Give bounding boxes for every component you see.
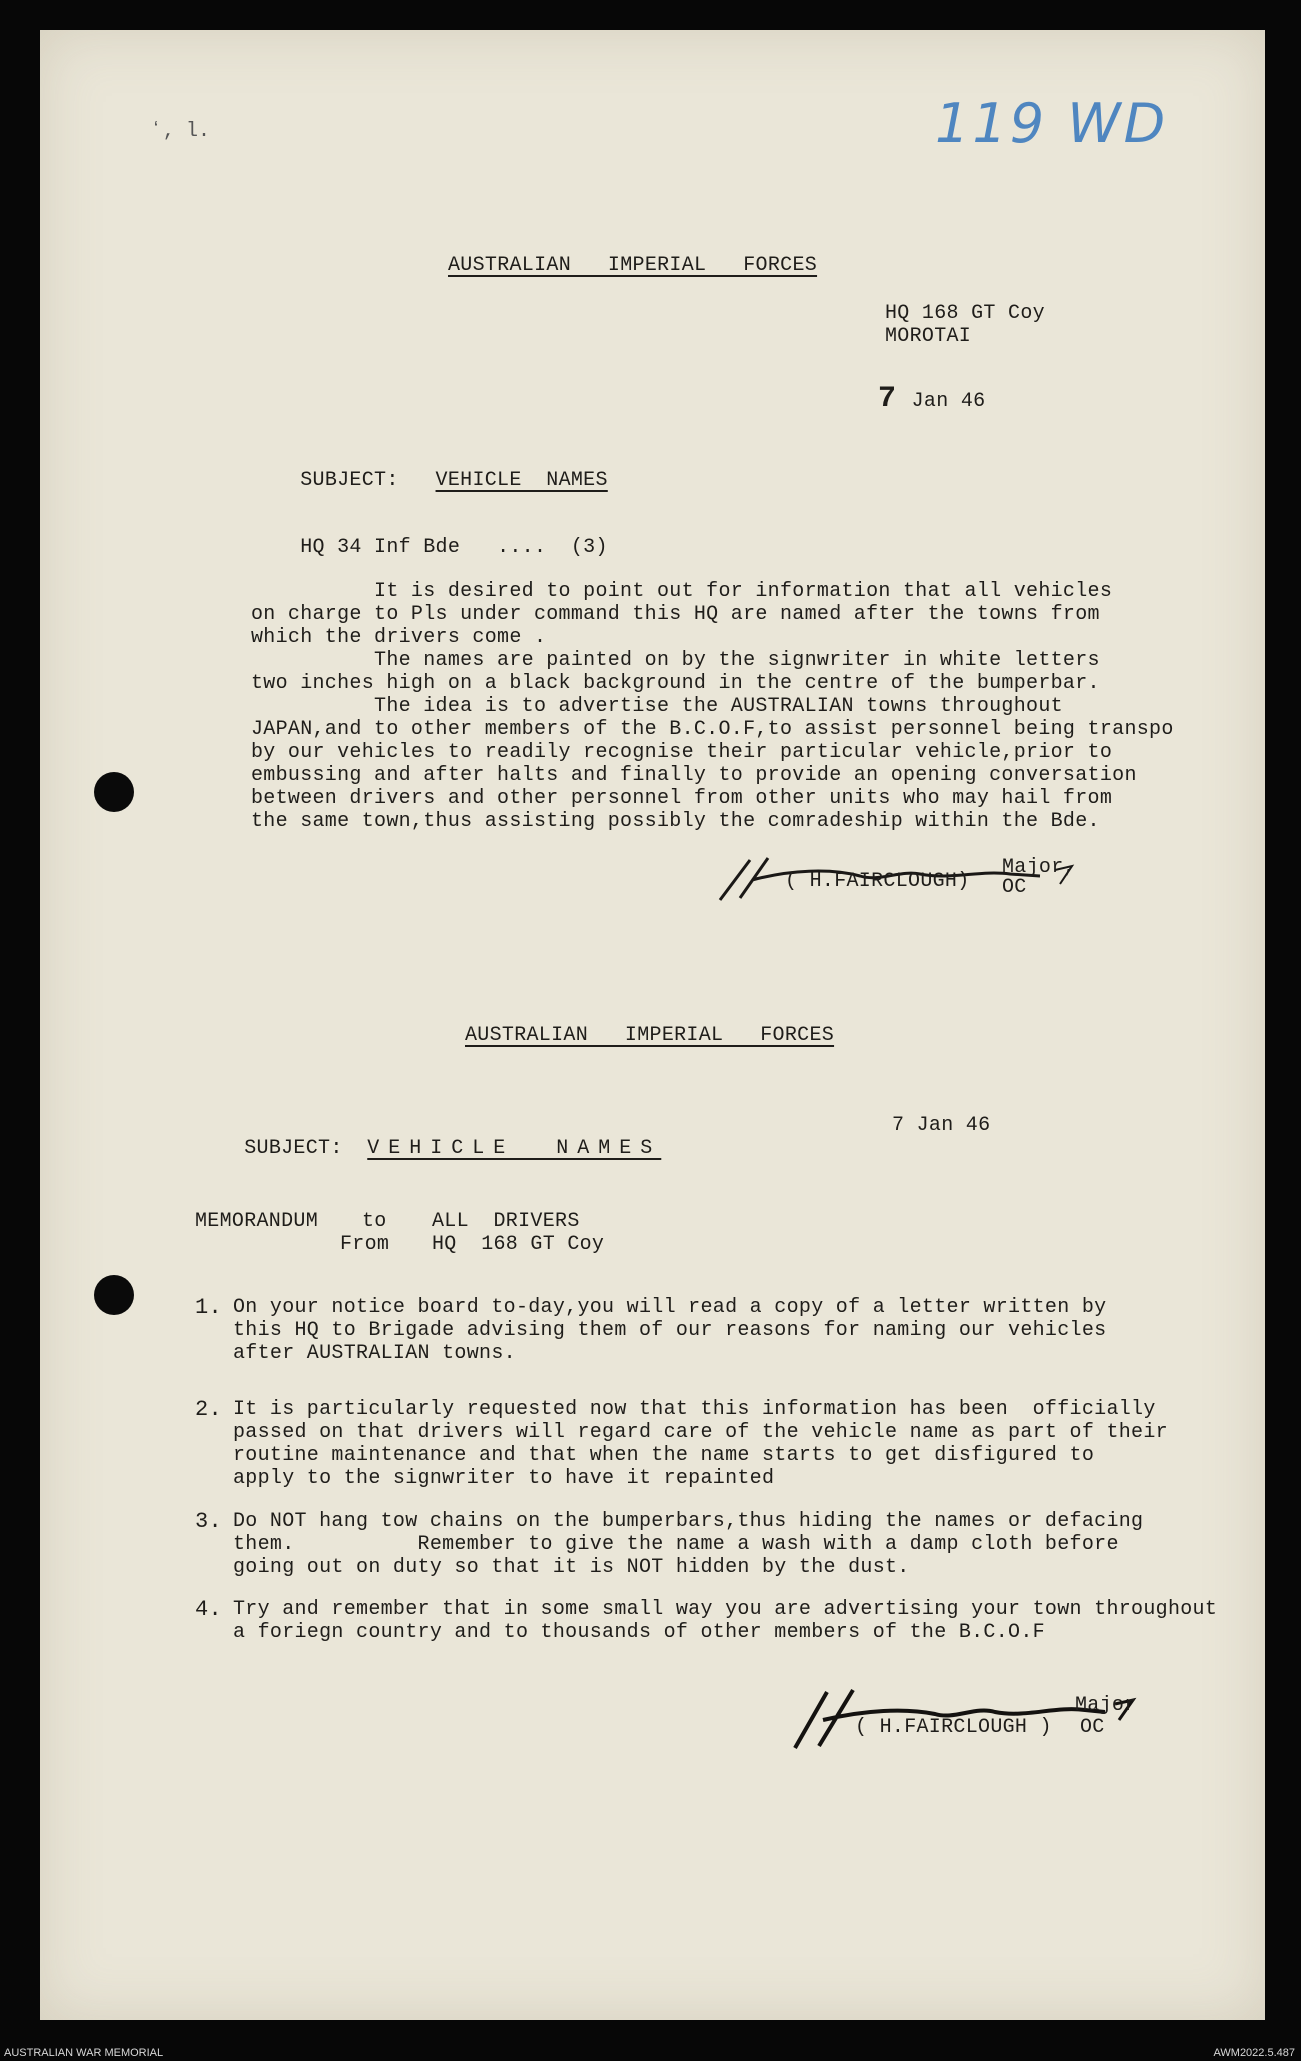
letter-date-rest: Jan 46: [911, 390, 986, 413]
letter-body-line: two inches high on a black background in the centre of the bumperbar.: [251, 672, 1100, 695]
letter-body-line: by our vehicles to readily recognise their particular vehicle,prior to: [251, 741, 1113, 764]
memo-item-line: It is particularly requested now that this information has been officially: [233, 1398, 1156, 1421]
letter-signatory-title: OC: [1002, 876, 1027, 899]
punch-hole-top: [94, 772, 134, 812]
memo-signatory-name: ( H.FAIRCLOUGH ): [855, 1716, 1052, 1739]
memo-signatory-rank: Major: [1075, 1694, 1137, 1717]
memo-to-value: ALL DRIVERS: [432, 1210, 580, 1233]
memo-from-word: From: [340, 1233, 390, 1256]
memo-item-line: after AUSTRALIAN towns.: [233, 1342, 516, 1365]
letter-subject-value: VEHICLE NAMES: [435, 469, 608, 492]
memo-from-value: HQ 168 GT Coy: [432, 1233, 605, 1256]
memo-subject: [195, 1114, 661, 1183]
letter-signatory-rank: Major,: [1002, 856, 1076, 879]
memo-item-number: 3.: [195, 1509, 223, 1534]
memo-item-number: 1.: [195, 1295, 223, 1320]
letter-addressee-unit: HQ 34 Inf Bde: [300, 536, 461, 559]
memo-item-line: passed on that drivers will regard care of the vehicle name as part of their: [233, 1421, 1168, 1444]
letter-body-line: the same town,thus assisting possibly the comradeship within the Bde.: [251, 810, 1100, 833]
memo-item-line: apply to the signwriter to have it repainted: [233, 1467, 775, 1490]
pencil-mark: ʻ‚ l.: [150, 120, 211, 143]
memo-item-line: On your notice board to-day,you will read a copy of a letter written by: [233, 1296, 1107, 1319]
memo-date: 7 Jan 46: [892, 1114, 991, 1137]
letter-heading: AUSTRALIAN IMPERIAL FORCES: [448, 254, 818, 277]
letter-body-line: embussing and after halts and finally to provide an opening conversation: [251, 764, 1137, 787]
letter-subject-label: SUBJECT:: [300, 469, 399, 492]
letter-body-line: JAPAN,and to other members of the B.C.O.F,to assist personnel being transpo: [251, 718, 1174, 741]
letter-body-line: The names are painted on by the signwriter in white letters: [251, 649, 1100, 672]
letter-body: [251, 580, 1174, 833]
letter-body-line: which the drivers come .: [251, 626, 547, 649]
letter-body-line: The idea is to advertise the AUSTRALIAN towns throughout: [251, 695, 1063, 718]
memo-subject-label: SUBJECT:: [244, 1137, 343, 1160]
letter-date-day: 7: [878, 382, 897, 416]
memo-signatory-title: OC: [1080, 1716, 1105, 1739]
memo-item-line: a foriegn country and to thousands of other members of the B.C.O.F: [233, 1621, 1045, 1644]
letter-addressee-copies: .... (3): [497, 536, 608, 559]
memo-item-line: them. Remember to give the name a wash with a damp cloth before: [233, 1533, 1119, 1556]
handwritten-reference: 119 WD: [935, 92, 1169, 155]
letter-address-line1: HQ 168 GT Coy: [885, 302, 1045, 325]
memo-item-line: Try and remember that in some small way you are advertising your town throughout: [233, 1598, 1218, 1621]
letter-body-line: It is desired to point out for information that all vehicles: [251, 580, 1113, 603]
footer-accession-number: AWM2022.5.487: [1213, 2047, 1295, 2059]
memo-item-number: 2.: [195, 1397, 223, 1422]
memo-to-word: to: [362, 1210, 387, 1233]
letter-date: [878, 382, 985, 416]
letter-signatory-name: ( H.FAIRCLOUGH): [785, 870, 970, 893]
memo-item-line: going out on duty so that it is NOT hidden by the dust.: [233, 1556, 910, 1579]
memo-item-line: this HQ to Brigade advising them of our reasons for naming our vehicles: [233, 1319, 1107, 1342]
footer-credit: AUSTRALIAN WAR MEMORIAL: [4, 2047, 164, 2059]
document-page: [40, 30, 1265, 2020]
letter-subject: [251, 446, 608, 515]
memo-label: MEMORANDUM: [195, 1210, 319, 1233]
memo-item-line: Do NOT hang tow chains on the bumperbars,thus hiding the names or defacing: [233, 1510, 1144, 1533]
punch-hole-bottom: [94, 1275, 134, 1315]
letter-addressee: [251, 513, 608, 582]
letter-address-line2: MOROTAI: [885, 325, 972, 348]
letter-body-line: between drivers and other personnel from other units who may hail from: [251, 787, 1113, 810]
memo-signature: [775, 1670, 1235, 1760]
memo-item-line: routine maintenance and that when the name starts to get disfigured to: [233, 1444, 1095, 1467]
memo-subject-value: VEHICLE NAMES: [367, 1137, 662, 1160]
memo-item-number: 4.: [195, 1597, 223, 1622]
memo-heading: AUSTRALIAN IMPERIAL FORCES: [465, 1024, 835, 1047]
letter-body-line: on charge to Pls under command this HQ are named after the towns from: [251, 603, 1100, 626]
